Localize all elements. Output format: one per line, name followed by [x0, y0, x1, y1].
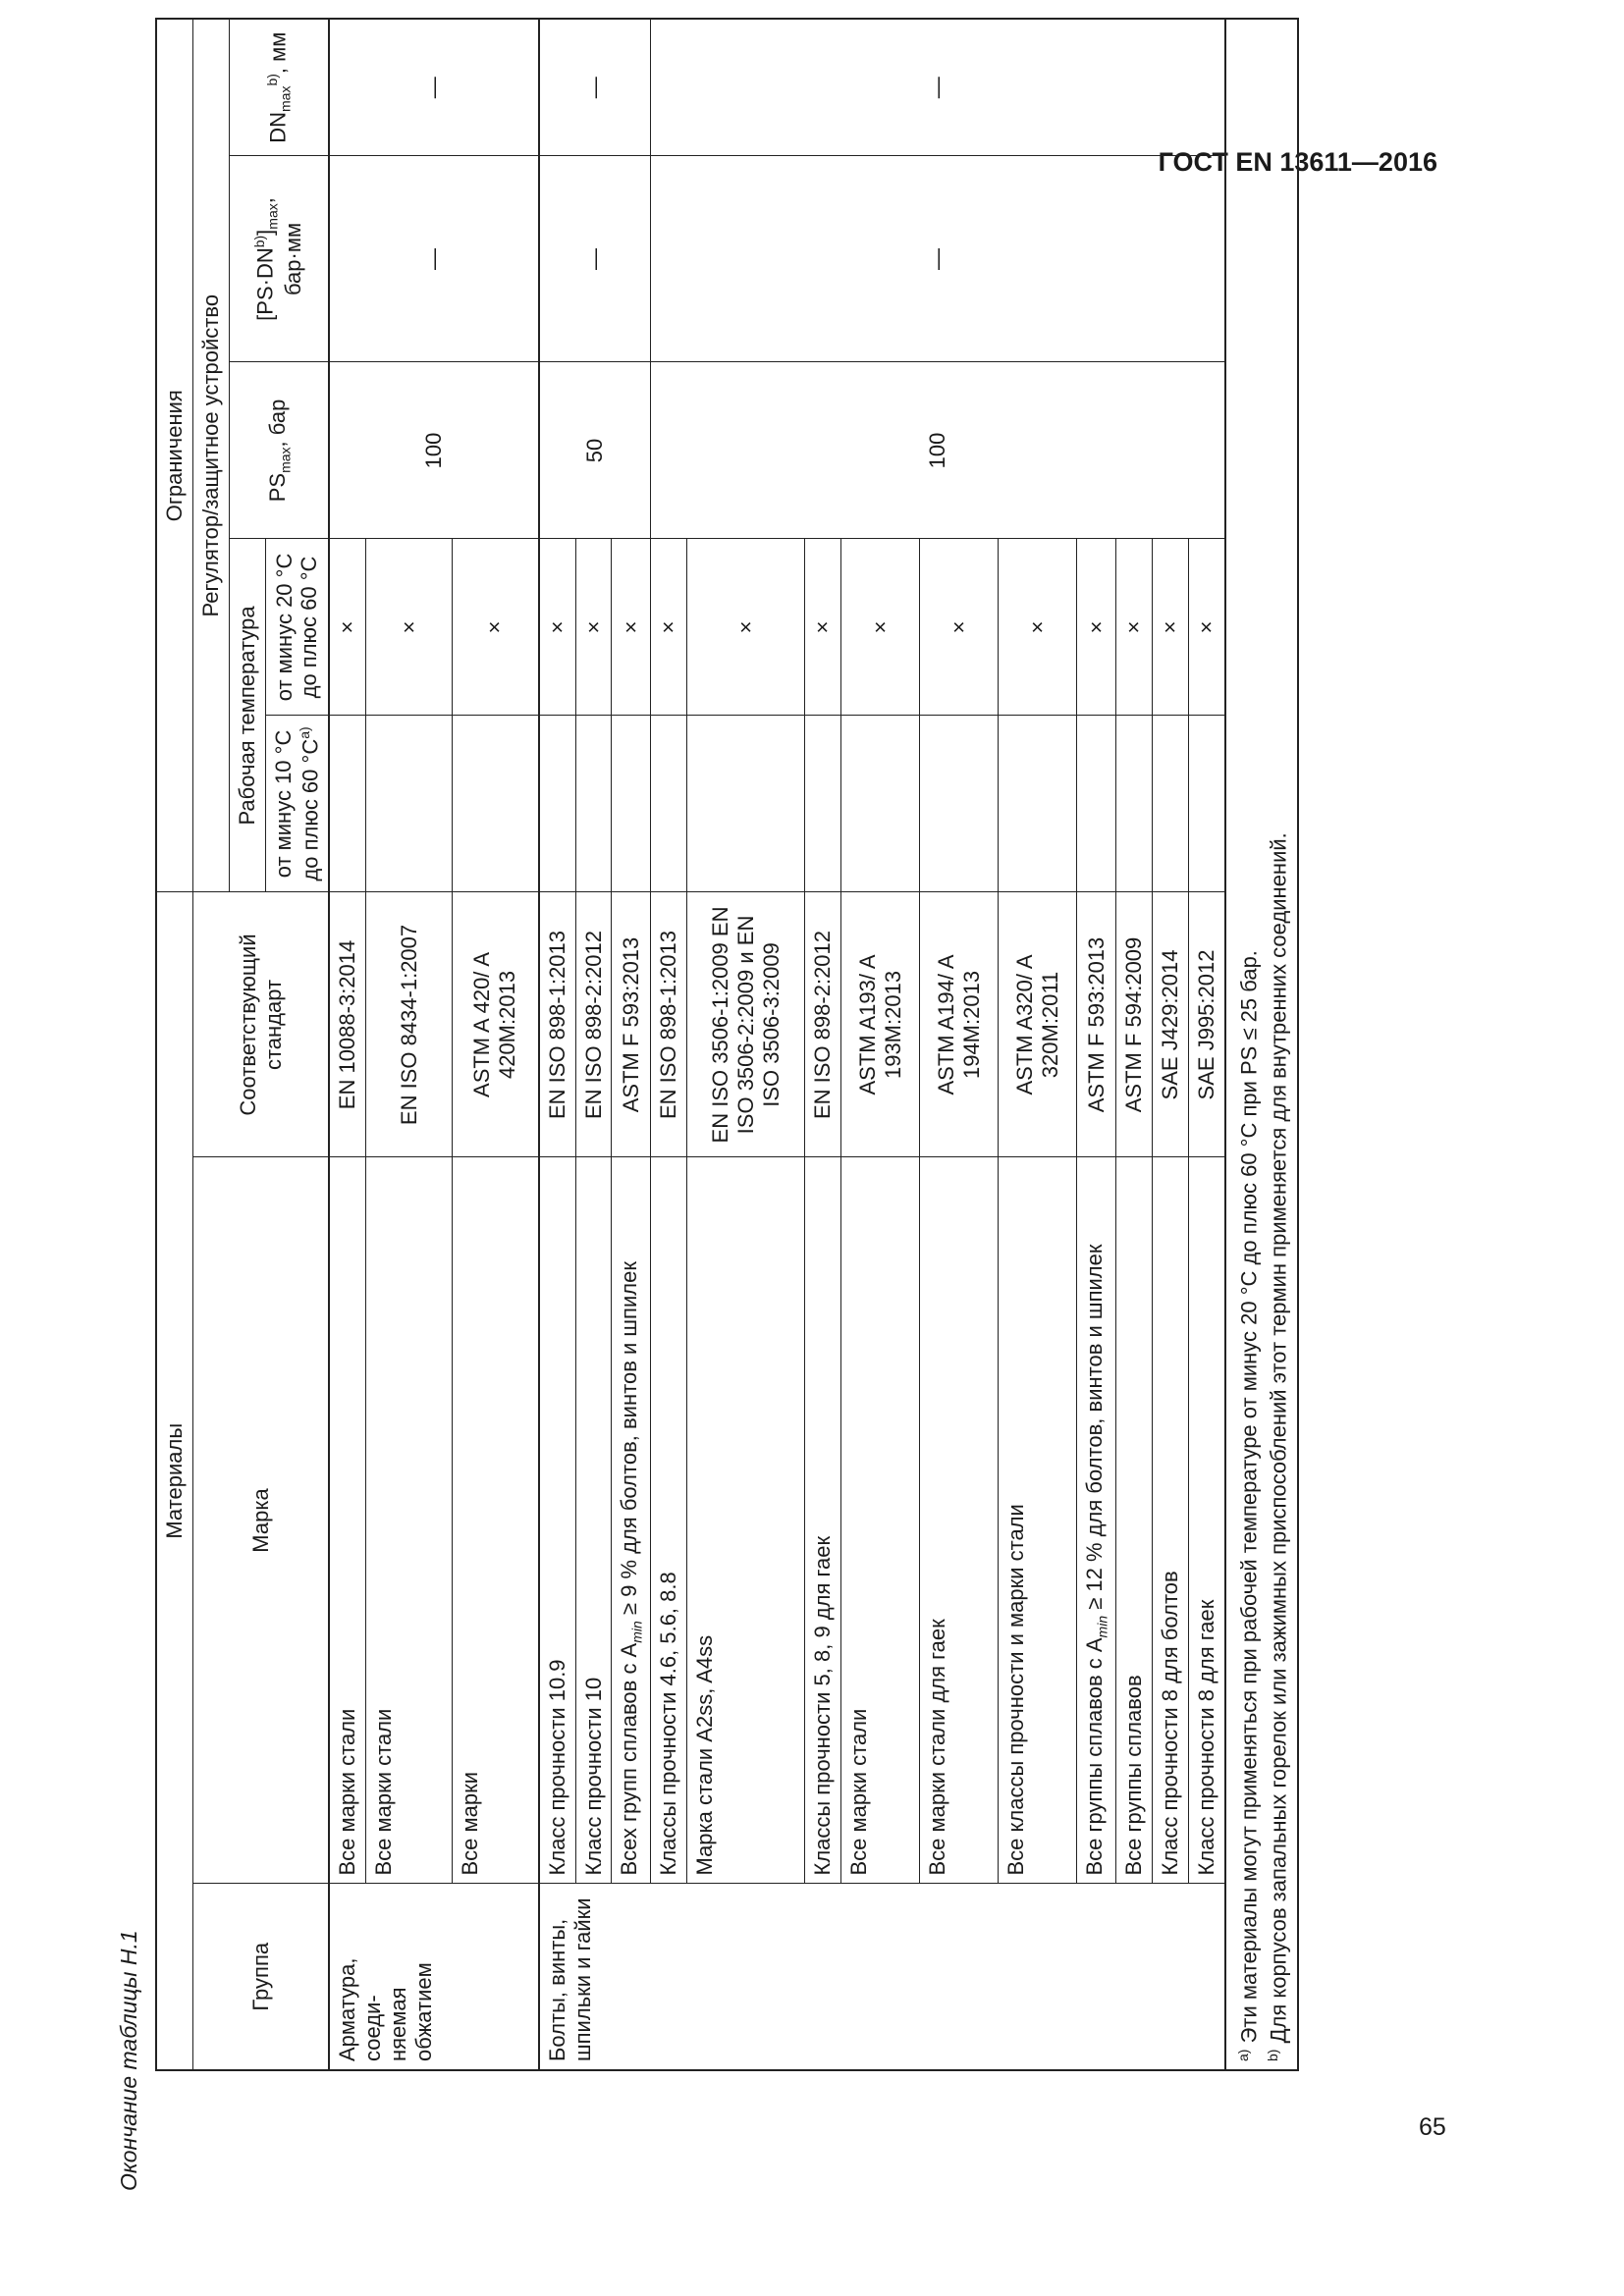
table-row [329, 19, 365, 2070]
materials-table [155, 18, 1299, 2071]
standard-cell: EN ISO 898-2:2012 [805, 892, 841, 1157]
header-regulator: Регулятор/защитное устройство [192, 19, 229, 892]
dn-cell: — [539, 19, 651, 156]
temp1-cell [1153, 716, 1189, 892]
temp2-cell: × [539, 539, 575, 716]
group-cell: Болты, винты, шпильки и гайки [539, 1884, 1225, 2070]
header-group: Группа [192, 1884, 329, 2070]
header-psdn-max: $[PS\cdot DN^{b)}]_{max}$, бар·мм [229, 156, 329, 362]
header-working-temp: Рабочая температура [229, 539, 265, 892]
grade-cell: Все марки [453, 1157, 539, 1884]
grade-cell: Все группы сплавов с $A_{min} \ge 12$ % для болтов, винтов и шпилек [1077, 1157, 1116, 1884]
dn-cell: — [329, 19, 538, 156]
standard-cell: SAE J429:2014 [1153, 892, 1189, 1157]
temp1-cell [1189, 716, 1225, 892]
grade-cell: Марка стали A2ss, A4ss [687, 1157, 805, 1884]
header-limits: Ограничения [156, 19, 192, 892]
grade-cell: Все марки стали для гаек [920, 1157, 999, 1884]
page-number: 65 [1419, 2113, 1446, 2141]
temp2-cell: × [612, 539, 651, 716]
header-ps-max: $PS_{max}$, бар [229, 362, 329, 539]
psdn-cell: — [539, 156, 651, 362]
grade-cell: Все классы прочности и марки стали [999, 1157, 1077, 1884]
temp1-cell [575, 716, 612, 892]
standard-cell: ASTM F 593:2013 [612, 892, 651, 1157]
temp1-cell [1116, 716, 1153, 892]
temp2-cell: × [841, 539, 920, 716]
ps-cell: 50 [539, 362, 651, 539]
temp2-cell: × [999, 539, 1077, 716]
grade-cell: Классы прочности 5, 8, 9 для гаек [805, 1157, 841, 1884]
temp2-cell: × [687, 539, 805, 716]
dn-cell: — [651, 19, 1225, 156]
header-dn-max: $DN_{max}^{b)}$, мм [229, 19, 329, 156]
temp2-cell: × [575, 539, 612, 716]
temp1-cell [687, 716, 805, 892]
grade-cell: Класс прочности 10.9 [539, 1157, 575, 1884]
temp2-cell: × [651, 539, 687, 716]
group-cell: Арматура, соеди- няемая обжатием [329, 1884, 538, 2070]
temp1-cell [539, 716, 575, 892]
header-temp-range-2: от минус 20 °С до плюс 60 °С [265, 539, 329, 716]
standard-cell: ASTM F 593:2013 [1077, 892, 1116, 1157]
grade-cell: Все марки стали [366, 1157, 453, 1884]
temp1-cell [651, 716, 687, 892]
temp1-cell [453, 716, 539, 892]
standard-cell: SAE J995:2012 [1189, 892, 1225, 1157]
temp1-cell [366, 716, 453, 892]
grade-cell: Класс прочности 8 для гаек [1189, 1157, 1225, 1884]
standard-cell: EN 10088-3:2014 [329, 892, 365, 1157]
header-grade: Марка [192, 1157, 329, 1884]
grade-cell: Все марки стали [841, 1157, 920, 1884]
temp2-cell: × [1153, 539, 1189, 716]
standard-cell: EN ISO 898-1:2013 [539, 892, 575, 1157]
standard-cell: ASTM F 594:2009 [1116, 892, 1153, 1157]
temp1-cell [999, 716, 1077, 892]
psdn-cell: — [651, 156, 1225, 362]
ps-cell: 100 [329, 362, 538, 539]
temp1-cell [805, 716, 841, 892]
temp1-cell [1077, 716, 1116, 892]
standard-cell: EN ISO 8434-1:2007 [366, 892, 453, 1157]
temp2-cell: × [920, 539, 999, 716]
temp2-cell: × [1189, 539, 1225, 716]
table-body [329, 19, 1298, 2070]
grade-cell: Все марки стали [329, 1157, 365, 1884]
table-head [156, 19, 329, 2070]
footnote-a: $^{a)}$ Эти материалы могут применяться при рабочей температуре от минус 20 °С до плюс 60 °С при PS ≤ 25 бар. [1235, 950, 1262, 2061]
temp1-cell [920, 716, 999, 892]
grade-cell: Классы прочности 4.6, 5.6, 8.8 [651, 1157, 687, 1884]
header-standard: Соответствующий стандарт [192, 892, 329, 1157]
rotated-table-container [155, 20, 1428, 2071]
standard-cell: ASTM A193/ A 193M:2013 [841, 892, 920, 1157]
header-temp-range-1: от минус 10 °С до плюс 60 $^\circ С^{a)}$ [265, 716, 329, 892]
temp2-cell: × [329, 539, 365, 716]
standard-cell: ASTM A 420/ A 420M:2013 [453, 892, 539, 1157]
standard-cell: EN ISO 3506-1:2009 EN ISO 3506-2:2009 и EN ISO 3506-3:2009 [687, 892, 805, 1157]
grade-cell: Класс прочности 8 для болтов [1153, 1157, 1189, 1884]
temp2-cell: × [366, 539, 453, 716]
header-materials: Материалы [156, 892, 192, 2070]
table-row [539, 19, 575, 2070]
temp1-cell [612, 716, 651, 892]
footnotes-row [1225, 19, 1298, 2070]
grade-cell: Класс прочности 10 [575, 1157, 612, 1884]
table-row [651, 19, 687, 2070]
footnote-b: $^{b)}$ Для корпусов запальных горелок или зажимных приспособлений этот термин применяется для внутренних соединений. [1265, 832, 1291, 2061]
standard-cell: ASTM A194/ A 194M:2013 [920, 892, 999, 1157]
grade-cell: Все группы сплавов [1116, 1157, 1153, 1884]
table-caption: Окончание таблицы Н.1 [116, 1930, 141, 2191]
temp2-cell: × [453, 539, 539, 716]
temp2-cell: × [1077, 539, 1116, 716]
standard-cell: EN ISO 898-2:2012 [575, 892, 612, 1157]
temp2-cell: × [1116, 539, 1153, 716]
temp1-cell [329, 716, 365, 892]
grade-cell: Всех групп сплавов с $A_{min} \ge 9$ % для болтов, винтов и шпилек [612, 1157, 651, 1884]
ps-cell: 100 [651, 362, 1225, 539]
psdn-cell: — [329, 156, 538, 362]
temp2-cell: × [805, 539, 841, 716]
standard-cell: ASTM A320/ A 320M:2011 [999, 892, 1077, 1157]
temp1-cell [841, 716, 920, 892]
footnotes [1225, 19, 1298, 2070]
document-header: ГОСТ EN 13611—2016 [1158, 147, 1437, 177]
standard-cell: EN ISO 898-1:2013 [651, 892, 687, 1157]
